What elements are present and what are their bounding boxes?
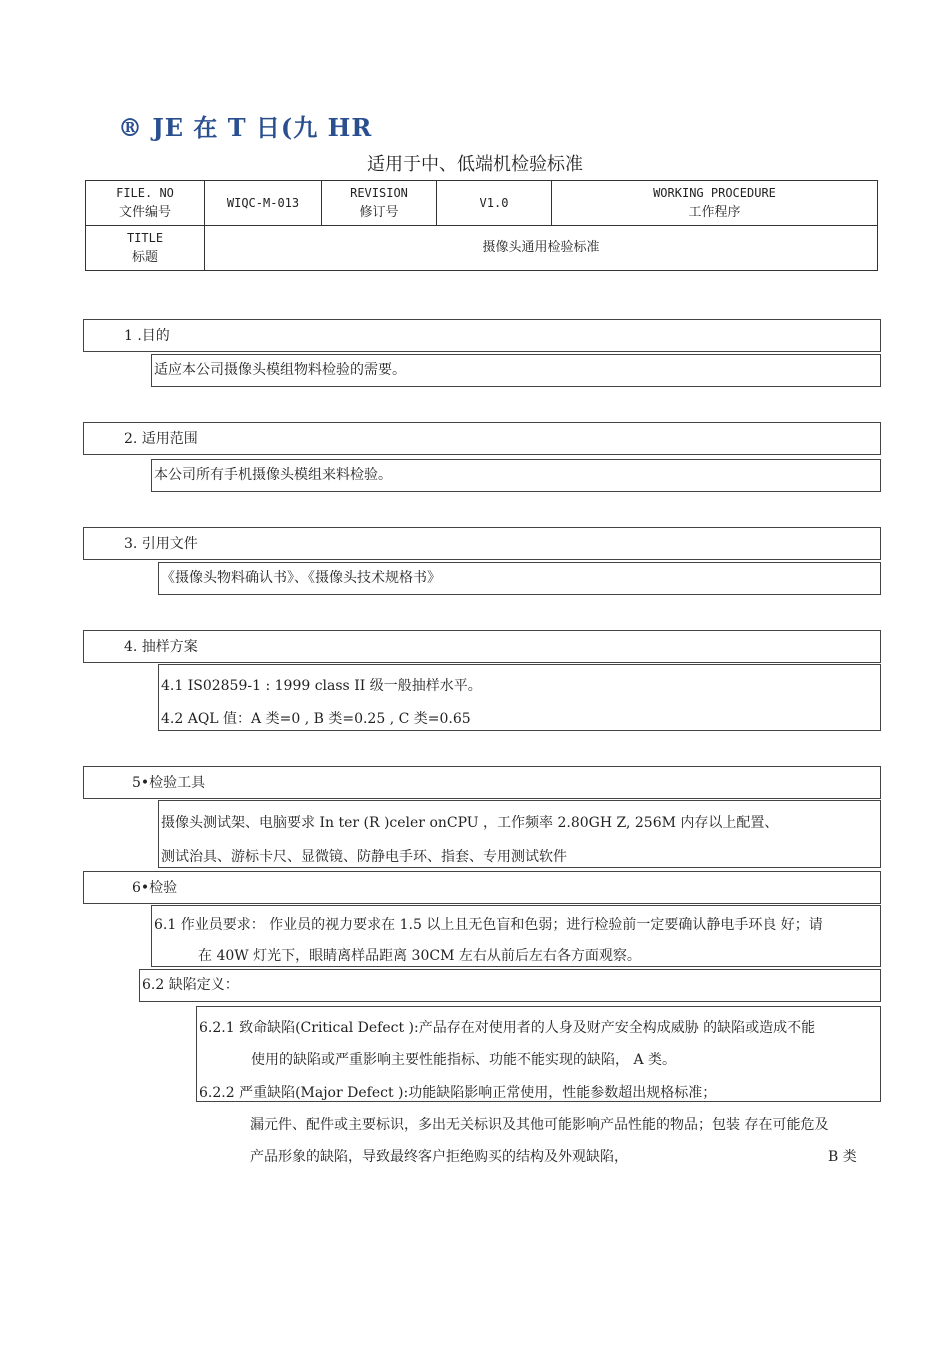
title-label-en: TITLE (126, 231, 164, 245)
header-table (85, 180, 878, 271)
file-no-label-en: FILE. NO (116, 186, 174, 200)
section-1-title: 1 .目的 (83, 319, 881, 352)
procedure-cell (552, 181, 878, 226)
procedure-label-cn: 工作程序 (688, 205, 741, 220)
section-4-line-1: 4.1 IS02859-1 : 1999 class II 级一般抽样水平。 (161, 678, 482, 694)
section-3-body: 《摄像头物料确认书》、《摄像头技术规格书》 (158, 562, 881, 595)
section-6-2-2-line-2: 漏元件、配件或主要标识，多出无关标识及其他可能影响产品性能的物品；包装 存在可能危及 (250, 1117, 829, 1133)
section-4-title: 4. 抽样方案 (83, 630, 881, 663)
revision-label-cell (322, 181, 437, 226)
section-2-title: 2. 适用范围 (83, 422, 881, 455)
document-title: 适用于中、低端机检验标准 (367, 154, 583, 175)
section-2-body: 本公司所有手机摄像头模组来料检验。 (151, 459, 881, 492)
section-5-title: 5•检验工具 (83, 766, 881, 799)
file-no-value: WIQC-M-013 (205, 181, 322, 226)
section-6-title: 6•检验 (83, 871, 881, 904)
section-6-2-body (196, 1006, 881, 1102)
section-6-2-2-class: B 类 (828, 1149, 857, 1165)
file-no-label-cn: 文件编号 (118, 205, 171, 220)
section-6-1-line-2: 在 40W 灯光下，眼睛离样品距离 30CM 左右从前后左右各方面观察。 (198, 948, 641, 964)
title-label-cn: 标题 (131, 250, 158, 265)
section-5-body (158, 800, 881, 868)
section-5-line-1: 摄像头测试架、电脑要求 In ter (R )celer onCPU ，工作频率 2.80GH Z, 256M 内存以上配置、 (161, 815, 779, 831)
section-6-2-2-line-3: 产品形象的缺陷，导致最终客户拒绝购买的结构及外观缺陷， (250, 1149, 628, 1165)
section-3-title: 3. 引用文件 (83, 527, 881, 560)
section-5-line-2: 测试治具、游标卡尺、显微镜、防静电手环、指套、专用测试软件 (161, 849, 567, 865)
section-6-1-body (151, 905, 881, 967)
section-6-1-line-1: 6.1 作业员要求： 作业员的视力要求在 1.5 以上且无色盲和色弱；进行检验前一定要确认静电手环良 好；请 (154, 917, 823, 933)
section-6-2-1-line-1: 6.2.1 致命缺陷(Critical Defect ):产品存在对使用者的人身及财产安全构成威胁 的缺陷或造成不能 (199, 1020, 816, 1036)
revision-value: V1.0 (437, 181, 552, 226)
section-6-2-2-line-1: 6.2.2 严重缺陷(Major Defect ):功能缺陷影响正常使用，性能参数超出规格标准； (199, 1085, 717, 1101)
revision-label-en: REVISION (350, 186, 408, 200)
title-value: 摄像头通用检验标准 (205, 226, 878, 271)
section-6-2-title: 6.2 缺陷定义： (139, 969, 881, 1002)
section-4-line-2: 4.2 AQL 值：A 类=0 , B 类=0.25 , C 类=0.65 (161, 711, 471, 727)
section-4-body (158, 664, 881, 731)
procedure-label-en: WORKING PROCEDURE (653, 186, 776, 200)
section-1-body: 适应本公司摄像头模组物料检验的需要。 (151, 354, 881, 387)
section-6-2-1-line-2: 使用的缺陷或严重影响主要性能指标、功能不能实现的缺陷， A 类。 (251, 1052, 677, 1068)
company-logo: ® JE 在 T 日(九 HR (118, 113, 373, 142)
revision-label-cn: 修订号 (359, 205, 399, 220)
file-no-label-cell (86, 181, 205, 226)
title-label-cell (86, 226, 205, 271)
